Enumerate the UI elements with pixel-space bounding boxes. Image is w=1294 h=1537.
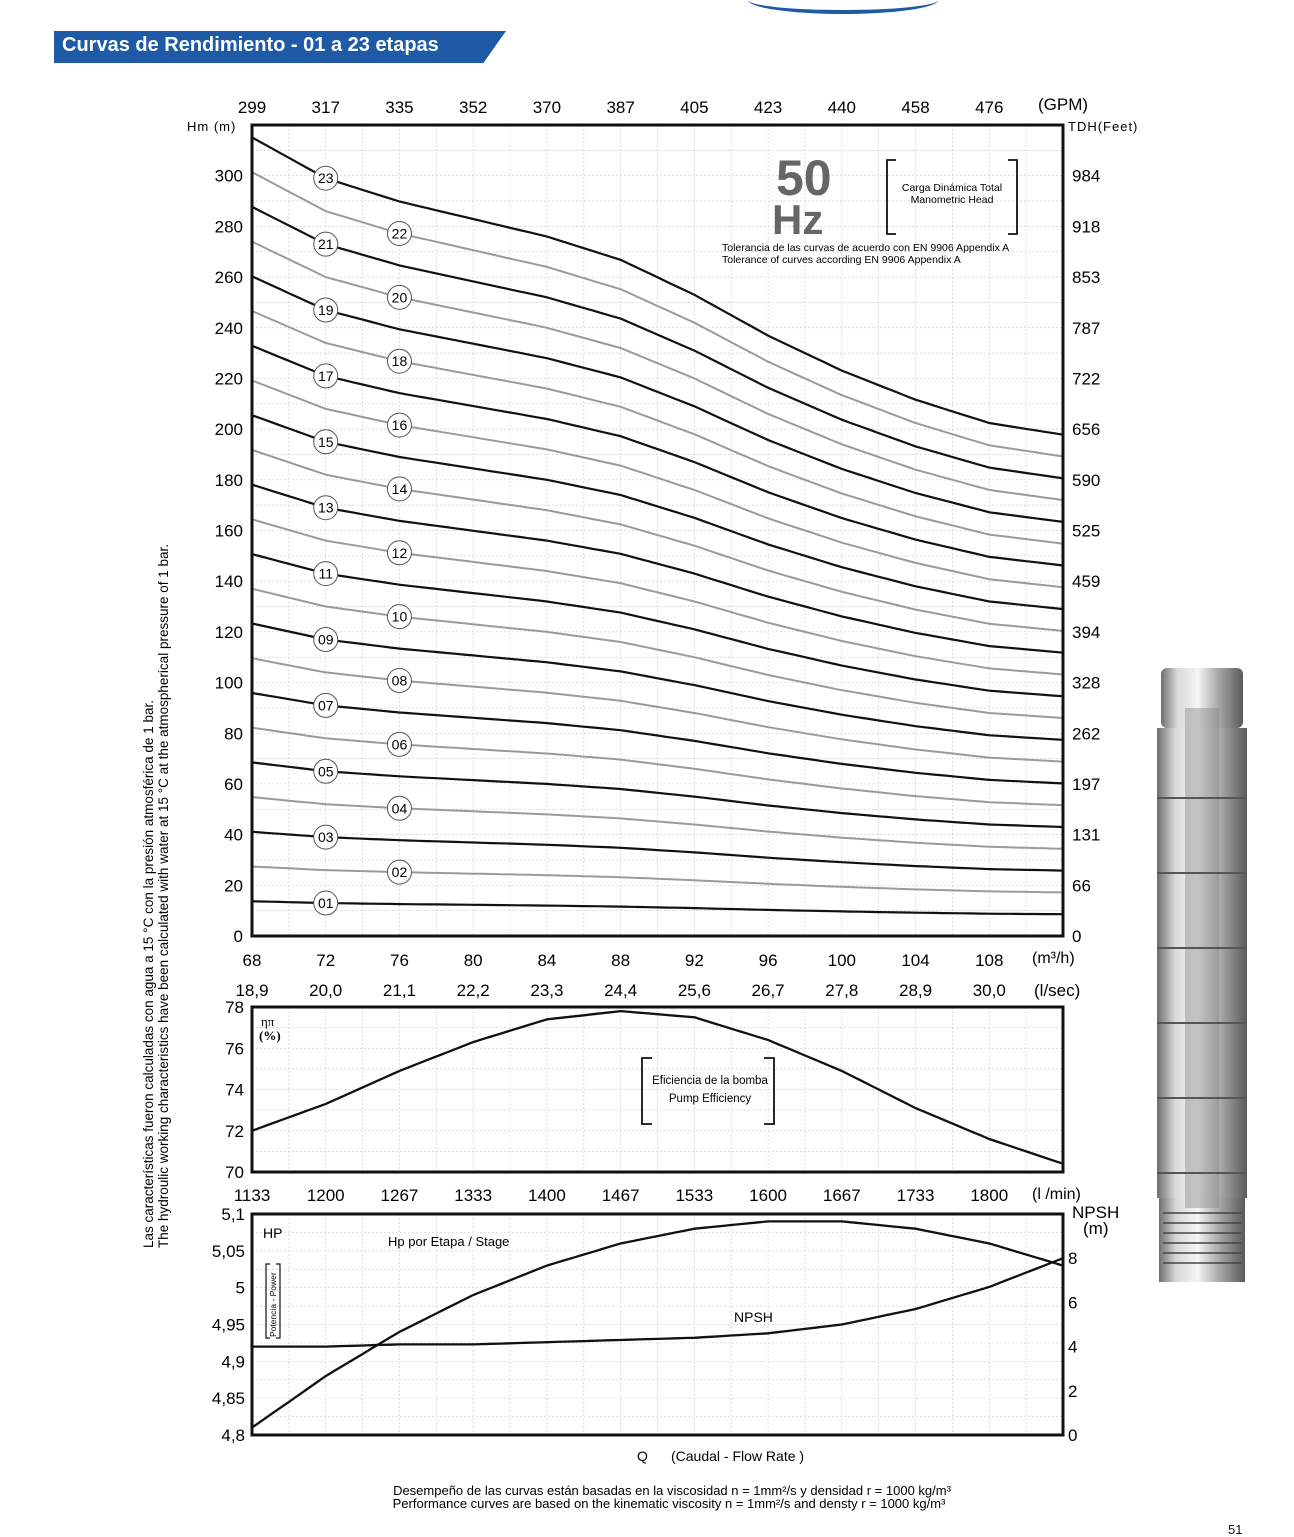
lsec-tick-label: 30,0 (972, 981, 1006, 1000)
lmin-tick-label: 1267 (380, 1186, 419, 1205)
npsh-y-tick-label: 0 (1068, 1426, 1078, 1445)
head-y2-tick-label: 918 (1072, 217, 1101, 237)
head-y2-tick-label: 262 (1072, 724, 1101, 744)
npsh-curve-label: NPSH (734, 1309, 773, 1325)
m3h-tick-label: 76 (389, 951, 409, 970)
hz-number: 50 (776, 150, 832, 206)
head-y2-tick-label: 984 (1072, 166, 1101, 186)
lsec-tick-label: 23,3 (530, 981, 564, 1000)
stage-label-17: 17 (317, 367, 334, 384)
lsec-tick-label: 24,4 (604, 981, 638, 1000)
stage-label-13: 13 (317, 499, 334, 516)
m3h-tick-label: 92 (684, 951, 704, 970)
head-y-tick-label: 180 (214, 470, 243, 490)
stage-label-03: 03 (317, 829, 334, 846)
q-label: Q (637, 1448, 648, 1464)
head-y2-tick-label: 525 (1072, 521, 1101, 541)
power-axis-label: Potencia - Power (268, 1272, 278, 1337)
stage-label-22: 22 (391, 225, 408, 242)
gpm-tick-label: 458 (901, 98, 930, 117)
gpm-tick-label: 405 (680, 98, 709, 117)
m3h-tick-label: 100 (827, 951, 857, 970)
m3h-tick-label: 72 (316, 951, 336, 970)
npsh-axis-title-line2: (m) (1083, 1219, 1109, 1238)
lmin-tick-label: 1600 (749, 1186, 788, 1205)
m3h-tick-label: 108 (975, 951, 1004, 970)
lsec-tick-label: 18,9 (235, 981, 269, 1000)
side-note-line2: The hydroulic working characteristics have been calculated with water at 15 °C at the atmospherical pressure of 1 bar. (156, 543, 171, 1248)
hp-y-tick-label: 4,9 (221, 1352, 245, 1372)
npsh-y-tick-label: 2 (1068, 1381, 1078, 1401)
npsh-axis-title-line1: NPSH (1072, 1203, 1120, 1222)
head-y2-axis-label: TDH(Feet) (1068, 119, 1139, 134)
legend-efficiency-line2: Pump Efficiency (668, 1093, 752, 1105)
lmin-unit-label: (l /min) (1032, 1186, 1081, 1203)
stage-label-07: 07 (317, 697, 334, 714)
stage-label-14: 14 (391, 480, 408, 497)
head-y-axis-label: Hm (m) (187, 119, 237, 134)
lsec-tick-label: 27,8 (825, 981, 859, 1000)
hp-y-tick-label: 5,1 (221, 1205, 245, 1224)
m3h-tick-label: 84 (537, 951, 557, 970)
head-y-tick-label: 220 (214, 369, 243, 389)
hp-y-tick-label: 4,85 (211, 1389, 245, 1409)
head-y2-tick-label: 459 (1072, 572, 1101, 592)
npsh-y-tick-label: 6 (1068, 1293, 1078, 1313)
stage-label-20: 20 (391, 289, 408, 306)
m3h-tick-label: 68 (242, 951, 262, 970)
lsec-tick-label: 22,2 (456, 981, 490, 1000)
stage-label-15: 15 (317, 433, 334, 450)
tolerance-line1: Tolerancia de las curvas de acuerdo con EN 9906 Appendix A (722, 242, 1010, 254)
stage-label-05: 05 (317, 763, 334, 780)
stage-label-21: 21 (317, 236, 334, 253)
hp-curve-label: Hp por Etapa / Stage (388, 1234, 510, 1249)
m3h-tick-label: 80 (463, 951, 483, 970)
gpm-tick-label: 335 (385, 98, 414, 117)
head-y2-tick-label: 722 (1072, 369, 1101, 389)
head-y-tick-label: 300 (214, 166, 243, 186)
lsec-tick-label: 20,0 (309, 981, 343, 1000)
lmin-tick-label: 1533 (675, 1186, 714, 1205)
hp-y-tick-label: 4,8 (221, 1426, 245, 1445)
hz-unit: Hz (772, 196, 824, 243)
head-y-tick-label: 160 (214, 521, 243, 541)
stage-label-06: 06 (391, 736, 408, 753)
gpm-unit-label: (GPM) (1038, 95, 1089, 114)
hp-y-tick-label: 5 (235, 1278, 245, 1298)
head-y2-tick-label: 394 (1072, 622, 1101, 642)
gpm-tick-label: 370 (532, 98, 562, 117)
efficiency-y-tick-label: 76 (225, 1039, 244, 1059)
lmin-tick-label: 1800 (970, 1186, 1009, 1205)
head-y2-tick-label: 131 (1072, 825, 1101, 845)
efficiency-unit: (%) (259, 1028, 281, 1043)
m3h-tick-label: 96 (758, 951, 778, 970)
legend-head-line1: Carga Dinámica Total (901, 182, 1003, 194)
stage-label-02: 02 (391, 864, 408, 881)
legend-bracket-efficiency (642, 1058, 774, 1124)
head-y-tick-label: 40 (224, 825, 243, 845)
efficiency-symbol: ηπ (261, 1014, 275, 1029)
stage-label-23: 23 (317, 170, 334, 187)
npsh-y-tick-label: 8 (1068, 1249, 1078, 1269)
footer-line2: Performance curves are based on the kinematic viscosity n = 1mm²/s and densty r = 1000 kg/m³ (392, 1496, 946, 1511)
hp-axis-label: HP (263, 1225, 283, 1241)
flow-rate-label: (Caudal - Flow Rate ) (671, 1448, 805, 1464)
head-y-tick-label: 280 (214, 217, 243, 237)
head-y-tick-label: 260 (214, 268, 243, 288)
npsh-y-tick-label: 4 (1068, 1337, 1078, 1357)
m3h-tick-label: 88 (611, 951, 631, 970)
head-y-tick-label: 140 (214, 572, 243, 592)
lsec-tick-label: 25,6 (677, 981, 711, 1000)
head-y2-tick-label: 328 (1072, 673, 1101, 693)
head-y2-tick-label: 590 (1072, 470, 1101, 490)
lsec-tick-label: 28,9 (898, 981, 933, 1000)
lmin-tick-label: 1667 (822, 1186, 861, 1205)
lmin-tick-label: 1200 (306, 1186, 345, 1205)
lmin-tick-label: 1467 (601, 1186, 640, 1205)
efficiency-y-tick-label: 70 (225, 1163, 244, 1182)
stage-label-08: 08 (391, 672, 408, 689)
tolerance-line2: Tolerance of curves according EN 9906 Appendix A (722, 254, 961, 266)
lmin-tick-label: 1400 (527, 1186, 566, 1205)
gpm-tick-label: 387 (606, 98, 635, 117)
stage-label-09: 09 (317, 631, 334, 648)
hp-y-tick-label: 5,05 (211, 1241, 245, 1261)
stage-label-10: 10 (391, 608, 408, 625)
gpm-tick-label: 423 (753, 98, 783, 117)
gpm-tick-label: 440 (827, 98, 857, 117)
head-y2-tick-label: 0 (1072, 927, 1082, 946)
stage-label-01: 01 (317, 895, 334, 912)
hp-y-tick-label: 4,95 (211, 1315, 245, 1335)
head-y-tick-label: 200 (214, 420, 243, 440)
stage-label-12: 12 (391, 544, 408, 561)
stage-label-16: 16 (391, 417, 408, 434)
lmin-tick-label: 1333 (454, 1186, 493, 1205)
stage-label-19: 19 (317, 302, 334, 319)
submersible-pump-icon (1155, 668, 1249, 1282)
head-y2-tick-label: 66 (1072, 876, 1091, 896)
lsec-unit-label: (l/sec) (1034, 981, 1081, 1000)
lsec-tick-label: 26,7 (751, 981, 785, 1000)
stage-label-11: 11 (318, 565, 334, 582)
lsec-tick-label: 21,1 (382, 981, 417, 1000)
legend-head-line2: Manometric Head (910, 194, 994, 206)
gpm-tick-label: 476 (975, 98, 1004, 117)
head-y-tick-label: 80 (224, 724, 243, 744)
gpm-tick-label: 299 (237, 98, 267, 117)
gpm-tick-label: 352 (458, 98, 488, 117)
head-y-tick-label: 120 (214, 622, 243, 642)
head-y-tick-label: 60 (224, 774, 243, 794)
page-number: 51 (1228, 1522, 1243, 1537)
m3h-unit-label: (m³/h) (1032, 950, 1075, 967)
head-y2-tick-label: 853 (1072, 268, 1101, 288)
head-y2-tick-label: 197 (1072, 774, 1101, 794)
stage-label-04: 04 (391, 800, 408, 817)
footer-line1: Desempeño de las curvas están basadas en la viscosidad n = 1mm²/s y densidad r = 1000 kg/m³ (393, 1483, 951, 1498)
head-curve-stage-01 (252, 901, 1063, 914)
efficiency-y-tick-label: 74 (225, 1080, 244, 1100)
side-note-line1: Las características fueron calculadas con agua a 15 °C con la presión atmosférica de 1 bar. (141, 700, 156, 1248)
head-y-tick-label: 20 (224, 876, 243, 896)
head-y-tick-label: 100 (214, 673, 243, 693)
page-title: Curvas de Rendimiento - 01 a 23 etapas (62, 34, 439, 56)
legend-efficiency-line1: Eficiencia de la bomba (652, 1075, 768, 1087)
lmin-tick-label: 1733 (896, 1186, 935, 1205)
efficiency-y-tick-label: 72 (225, 1121, 244, 1141)
gpm-tick-label: 317 (311, 98, 340, 117)
m3h-tick-label: 104 (901, 951, 930, 970)
head-y2-tick-label: 787 (1072, 318, 1101, 338)
head-y-tick-label: 0 (233, 927, 243, 946)
efficiency-y-tick-label: 78 (225, 998, 244, 1017)
stage-label-18: 18 (391, 353, 408, 370)
lmin-tick-label: 1133 (233, 1186, 271, 1205)
head-y2-tick-label: 656 (1072, 420, 1101, 440)
head-y-tick-label: 240 (214, 318, 243, 338)
